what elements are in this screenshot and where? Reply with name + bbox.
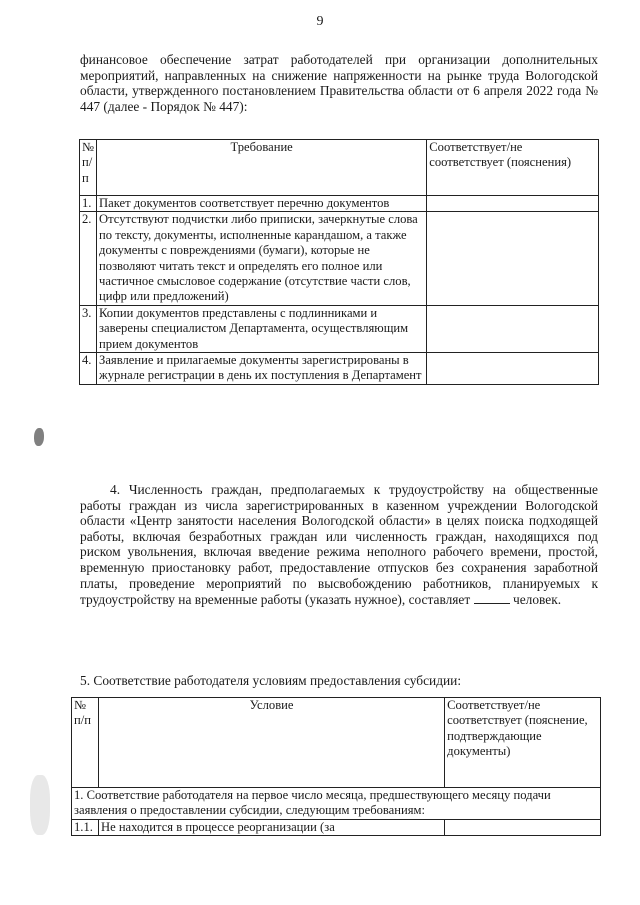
header-status: Соответствует/не соответствует (пояснения) — [427, 140, 599, 196]
row-num: 2. — [80, 212, 97, 305]
conditions-table — [71, 697, 601, 836]
section-5-title: 5. Соответствие работодателя условиям предоставления субсидии: — [80, 673, 462, 688]
scan-mark — [34, 428, 44, 446]
table-header-row — [72, 698, 601, 788]
table-row — [80, 353, 599, 385]
row-requirement: Заявление и прилагаемые документы зарегистрированы в журнале регистрации в день их поступления в Департамент — [97, 353, 427, 385]
table-header-row — [80, 140, 599, 196]
requirements-table — [79, 139, 599, 385]
row-requirement: Копии документов представлены с подлинниками и заверены специалистом Департамента, осуществляющим прием документов — [97, 305, 427, 352]
paragraph-4-suffix: человек. — [512, 592, 562, 608]
row-status — [427, 353, 599, 385]
page-number: 9 — [316, 14, 324, 29]
count-blank-line — [474, 591, 510, 604]
header-num: № п/п — [80, 140, 97, 196]
row-status — [427, 305, 599, 352]
table-row — [80, 305, 599, 352]
header-status: Соответствует/не соответствует (пояснение, подтверждающие документы) — [445, 698, 601, 788]
row-requirement: Отсутствуют подчистки либо приписки, зачеркнутые слова по тексту, документы, исполненные карандашом, а также документы с повреждениями (бумаги), которые не позволяют читать текст и определять его полное или частичное смысловое содержание (отсутствие части слов, цифр или предложений) — [97, 212, 427, 305]
row-num: 3. — [80, 305, 97, 352]
header-condition: Условие — [98, 698, 444, 788]
row-num: 1.1. — [72, 819, 99, 835]
table-row — [80, 212, 599, 305]
table-group-row — [72, 788, 601, 820]
intro-paragraph: финансовое обеспечение затрат работодателей при организации дополнительных мероприятий, направленных на снижение напряженности на рынке труда Вологодской области, утвержденного постановлением Правительства области от 6 апреля 2022 года № 447 (далее - Порядок № 447): — [80, 52, 598, 114]
header-requirement: Требование — [97, 140, 427, 196]
row-status — [445, 819, 601, 835]
table-row — [72, 819, 601, 835]
row-condition: Не находится в процессе реорганизации (за — [98, 819, 444, 835]
group-row-text: 1. Соответствие работодателя на первое число месяца, предшествующего месяцу подачи заявления о предоставлении субсидии, следующим требованиям: — [72, 788, 601, 820]
paragraph-4-text: 4. Численность граждан, предполагаемых к трудоустройству на общественные работы граждан из числа зарегистрированных в казенном учреждении Вологодской области «Центр занятости населения Вологодской области» в целях поиска подходящей работы, включая безработных граждан или численность граждан, находящихся под риском увольнения, включая введение режима неполного рабочего времени, простой, временную приостановку работ, предоставление отпусков без сохранения заработной платы, проведение мероприятий по высвобождению работников, планируемых к трудоустройству на временные работы (указать нужное), составляет — [80, 482, 598, 608]
scan-smudge — [30, 775, 50, 835]
paragraph-4 — [80, 482, 598, 608]
row-num: 1. — [80, 196, 97, 212]
table-row — [80, 196, 599, 212]
row-status — [427, 196, 599, 212]
header-num: № п/п — [72, 698, 99, 788]
row-requirement: Пакет документов соответствует перечню документов — [97, 196, 427, 212]
row-num: 4. — [80, 353, 97, 385]
row-status — [427, 212, 599, 305]
